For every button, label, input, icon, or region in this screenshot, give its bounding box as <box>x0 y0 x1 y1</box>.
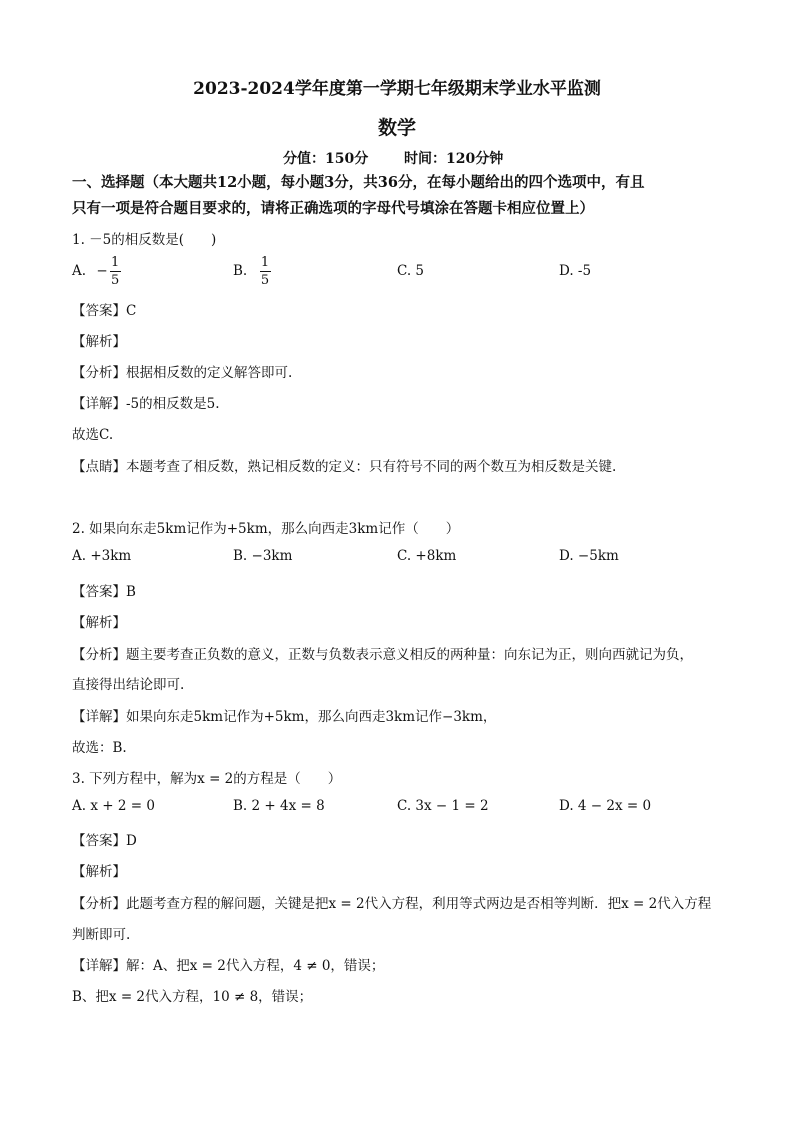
q1-option-b <box>233 256 271 287</box>
q3-xiangjie-b: B、把x = 2代入方程，10 ≠ 8，错误； <box>72 989 313 1005</box>
q3-option-d: D. 4 − 2x = 0 <box>559 798 652 814</box>
q1-dianjing: 【点睛】本题考查了相反数，熟记相反数的定义：只有符号不同的两个数互为相反数是关键. <box>72 459 617 475</box>
q1-fenxi: 【分析】根据相反数的定义解答即可. <box>72 365 293 381</box>
q1-option-a-sign: − <box>96 263 108 279</box>
q1-option-a-denominator: 5 <box>111 273 120 288</box>
q2-fenxi-line2: 直接得出结论即可. <box>72 677 185 693</box>
q1-xiangjie: 【详解】-5的相反数是5. <box>72 396 220 412</box>
q1-answer: 【答案】C <box>72 303 137 319</box>
q1-stem: 1. －5的相反数是( ) <box>72 232 217 248</box>
q1-option-a-fraction <box>110 256 121 287</box>
q1-option-a-label: A. <box>72 263 87 279</box>
q2-option-a: A. +3km <box>72 548 132 564</box>
q2-option-d: D. −5km <box>559 548 619 564</box>
section-heading-line1: 一、选择题（本大题共12小题，每小题3分，共36分，在每小题给出的四个选项中，有且 <box>72 174 645 191</box>
q2-xiangjie: 【详解】如果向东走5km记作为+5km，那么向西走3km记作−3km， <box>72 709 497 725</box>
score-label: 分值：150分 <box>283 151 369 167</box>
q3-stem: 3. 下列方程中，解为x = 2的方程是（ ） <box>72 771 342 787</box>
q2-stem: 2. 如果向东走5km记作为+5km，那么向西走3km记作（ ） <box>72 521 460 537</box>
q1-option-a-numerator: 1 <box>111 255 120 270</box>
fraction-bar <box>110 271 121 272</box>
subject-title: 数学 <box>377 117 416 139</box>
q2-option-c: C. +8km <box>397 548 457 564</box>
q1-analysis: 【解析】 <box>72 334 126 350</box>
time-label: 时间：120分钟 <box>404 151 504 167</box>
q2-fenxi-line1: 【分析】题主要考查正负数的意义，正数与负数表示意义相反的两种量：向东记为正，则向西就记为负， <box>72 647 693 663</box>
q3-analysis: 【解析】 <box>72 864 126 880</box>
q3-answer: 【答案】D <box>72 833 137 849</box>
q1-option-d: D. -5 <box>559 263 592 279</box>
section-heading-line2: 只有一项是符合题目要求的，请将正确选项的字母代号填涂在答题卡相应位置上） <box>72 200 594 217</box>
q3-option-b: B. 2 + 4x = 8 <box>233 798 325 814</box>
q3-fenxi-line1: 【分析】此题考查方程的解问题，关键是把x = 2代入方程，利用等式两边是否相等判断．把x = 2代入方程 <box>72 896 712 912</box>
q1-option-b-denominator: 5 <box>260 273 270 288</box>
q2-conclusion: 故选：B. <box>72 740 127 756</box>
q1-option-a <box>72 256 121 287</box>
q1-option-b-fraction <box>260 256 271 287</box>
q3-xiangjie-a: 【详解】解：A、把x = 2代入方程，4 ≠ 0，错误； <box>72 958 385 974</box>
q1-option-b-numerator: 1 <box>260 255 270 270</box>
q2-analysis: 【解析】 <box>72 615 126 631</box>
q3-fenxi-line2: 判断即可. <box>72 927 131 943</box>
q3-option-c: C. 3x − 1 = 2 <box>397 798 489 814</box>
q1-option-b-label: B. <box>233 263 248 279</box>
q3-option-a: A. x + 2 = 0 <box>72 798 155 814</box>
page-title: 2023-2024学年度第一学期七年级期末学业水平监测 <box>193 79 601 99</box>
q1-conclusion: 故选C. <box>72 427 114 443</box>
q2-answer: 【答案】B <box>72 584 136 600</box>
q1-option-c: C. 5 <box>397 263 425 279</box>
fraction-bar <box>260 271 271 272</box>
q2-option-b: B. −3km <box>233 548 293 564</box>
